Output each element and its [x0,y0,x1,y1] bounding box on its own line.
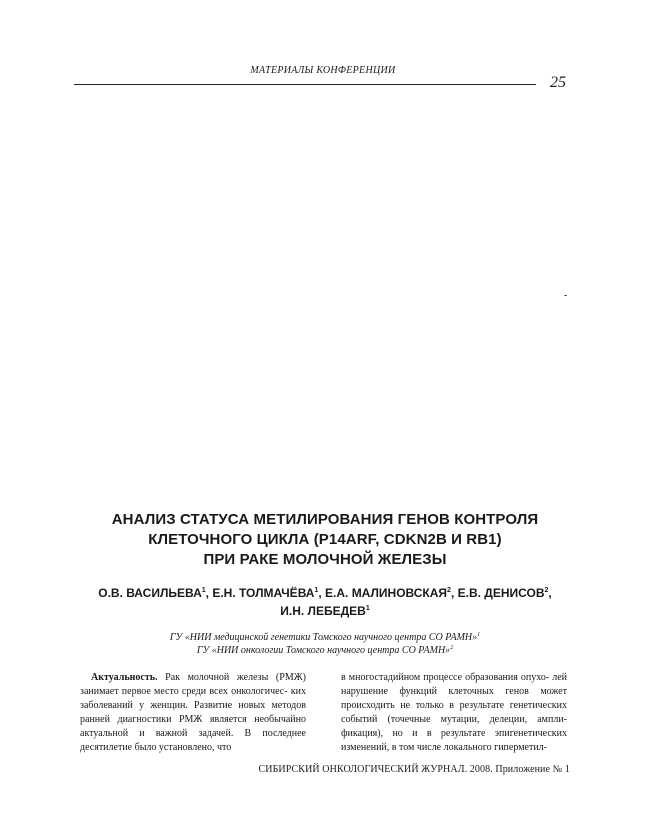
affiliations [40,631,610,657]
article-title [40,510,610,570]
author-affiliation-mark: 1 [314,587,319,594]
author-name: Е.Н. ТОЛМАЧЁВА [212,586,315,600]
page-number: 25 [550,74,566,91]
author-name: О.В. ВАСИЛЬЕВА [98,586,202,600]
body-text: Рак молочной железы (РМЖ) [157,672,306,683]
right-column [341,671,567,755]
author-separator: , [450,586,458,600]
author-affiliation-mark: 1 [365,605,370,612]
body-paragraph [341,671,567,755]
author-separator: , [318,586,326,600]
body-text: происходить не только в результате генетических [341,700,567,711]
section-lead: Актуальность. [91,672,158,683]
header-rule [74,84,536,85]
body-text: изменений, в том числе локального гиперметил- [341,742,547,753]
left-column [80,671,306,755]
author-affiliation-mark: 2 [544,587,549,594]
author-affiliation-mark: 2 [447,587,451,594]
stray-mark: - [564,290,568,301]
author-separator: , [205,586,213,600]
body-text: событий (точечные мутации, делеции, ампли- [341,714,567,725]
title-line: КЛЕТОЧНОГО ЦИКЛА (P14ARF, CDKN2B И RB1) [148,531,502,548]
body-text: необычайно актуальной и важной задачей. В [80,714,306,739]
running-head: МАТЕРИАЛЫ КОНФЕРЕНЦИИ [250,65,396,76]
author-name: Е.А. МАЛИНОВСКАЯ [325,586,448,600]
authors-line-1 [40,584,610,602]
body-text: лей нарушение функций клеточных генов может [341,672,568,697]
body-text: в многостадийном процессе образования опухо- [341,672,550,683]
body-text: последнее десятилетие было установлено, что [80,728,306,753]
authors-line-2 [40,602,610,620]
title-line: ПРИ РАКЕ МОЛОЧНОЙ ЖЕЛЕЗЫ [203,551,447,568]
body-text: занимает первое место среди всех онкологичес- [80,686,288,697]
affiliation [40,644,610,657]
journal-footer: СИБИРСКИЙ ОНКОЛОГИЧЕСКИЙ ЖУРНАЛ. 2008. Приложение № 1 [258,764,570,775]
affiliation [40,631,610,644]
body-text: фикация), но и в результате эпигенетических [341,728,567,739]
body-text: ких заболеваний у женщин. Развитие новых [80,686,307,711]
authors [40,584,610,620]
author-separator: , [548,586,552,600]
body-text: методов ранней диагностики РМЖ является [80,700,306,725]
author-name: И.Н. ЛЕБЕДЕВ [280,604,366,618]
author-name: Е.В. ДЕНИСОВ [457,586,545,600]
author-affiliation-mark: 1 [201,587,206,594]
affiliation-text: ГУ «НИИ онкологии Томского научного центра СО РАМН» [196,645,451,656]
body-paragraph [80,671,306,755]
affiliation-text: ГУ «НИИ медицинской генетики Томского научного центра СО РАМН» [169,632,478,643]
title-line: АНАЛИЗ СТАТУСА МЕТИЛИРОВАНИЯ ГЕНОВ КОНТРОЛЯ [111,511,539,528]
affiliation-mark: 1 [477,632,481,638]
affiliation-mark: 2 [450,645,454,651]
